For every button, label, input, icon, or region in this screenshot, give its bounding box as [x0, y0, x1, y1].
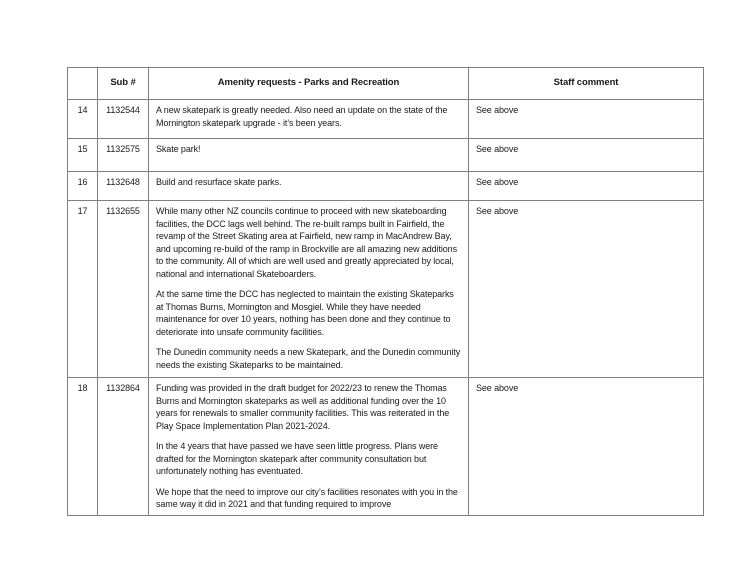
staff-comment-cell: See above [469, 139, 704, 172]
table-body [68, 100, 704, 516]
request-paragraph: At the same time the DCC has neglected to maintain the existing Skateparks at Thomas Burns, Mornington and Mosgiel. While they have needed maintenance for over 10 years, nothing has been done and they continue to deteriorate into unsafe community facilities. [156, 289, 454, 337]
staff-comment-cell: See above [469, 201, 704, 378]
header-staff-comment: Staff comment [469, 68, 704, 100]
table-row [68, 172, 704, 201]
staff-comment-cell: See above [469, 378, 704, 516]
header-row [68, 68, 704, 100]
row-number-cell: 15 [68, 139, 98, 172]
request-paragraph: The Dunedin community needs a new Skatepark, and the Dunedin community needs the existing Skateparks to be maintained. [156, 347, 461, 370]
request-cell [149, 201, 469, 378]
request-paragraph: A new skatepark is greatly needed. Also need an update on the state of the Mornington skatepark upgrade - it’s been years. [156, 105, 448, 128]
table-row [68, 139, 704, 172]
request-cell [149, 100, 469, 139]
row-number-cell: 16 [68, 172, 98, 201]
request-paragraph: We hope that the need to improve our city’s facilities resonates with you in the same way it did in 2021 and that funding required to improve [156, 486, 458, 509]
staff-comment-cell: See above [469, 100, 704, 139]
row-number-cell: 14 [68, 100, 98, 139]
sub-number-cell: 1132648 [98, 172, 149, 201]
request-paragraph: Funding was provided in the draft budget for 2022/23 to renew the Thomas Burns and Mornington skateparks as well as additional funding over the 10 years for renewals to smaller community facilities. This was reiterated in the Play Space Implementation Plan 2021-2024. [156, 383, 450, 431]
request-cell [149, 139, 469, 172]
row-number-cell: 18 [68, 378, 98, 516]
table-header [68, 68, 704, 100]
request-cell [149, 172, 469, 201]
header-amenity-requests: Amenity requests - Parks and Recreation [149, 68, 469, 100]
staff-comment-cell: See above [469, 172, 704, 201]
header-sub-number: Sub # [98, 68, 149, 100]
request-paragraph: Skate park! [156, 144, 201, 154]
sub-number-cell: 1132575 [98, 139, 149, 172]
sub-number-cell: 1132864 [98, 378, 149, 516]
submissions-table [67, 67, 704, 516]
row-number-cell: 17 [68, 201, 98, 378]
table-row [68, 378, 704, 516]
request-cell [149, 378, 469, 516]
table-row [68, 100, 704, 139]
request-paragraph: Build and resurface skate parks. [156, 177, 282, 187]
request-paragraph: In the 4 years that have passed we have seen little progress. Plans were drafted for the Mornington skatepark after community consultation but unfortunately nothing has eventuated. [156, 441, 438, 476]
header-row-number [68, 68, 98, 100]
table-row [68, 201, 704, 378]
sub-number-cell: 1132544 [98, 100, 149, 139]
request-paragraph: While many other NZ councils continue to proceed with new skateboarding facilities, the DCC lags well behind. The re-built ramps built in Fairfield, the revamp of the Street Skating area at Fairfield, new ramp in MacAndrew Bay, and upcoming re-build of the ramp in Brockville are all amazing new additions to the community. All of which are well used and greatly appreciated by local, national and international Skateboarders. [156, 206, 457, 279]
sub-number-cell: 1132655 [98, 201, 149, 378]
